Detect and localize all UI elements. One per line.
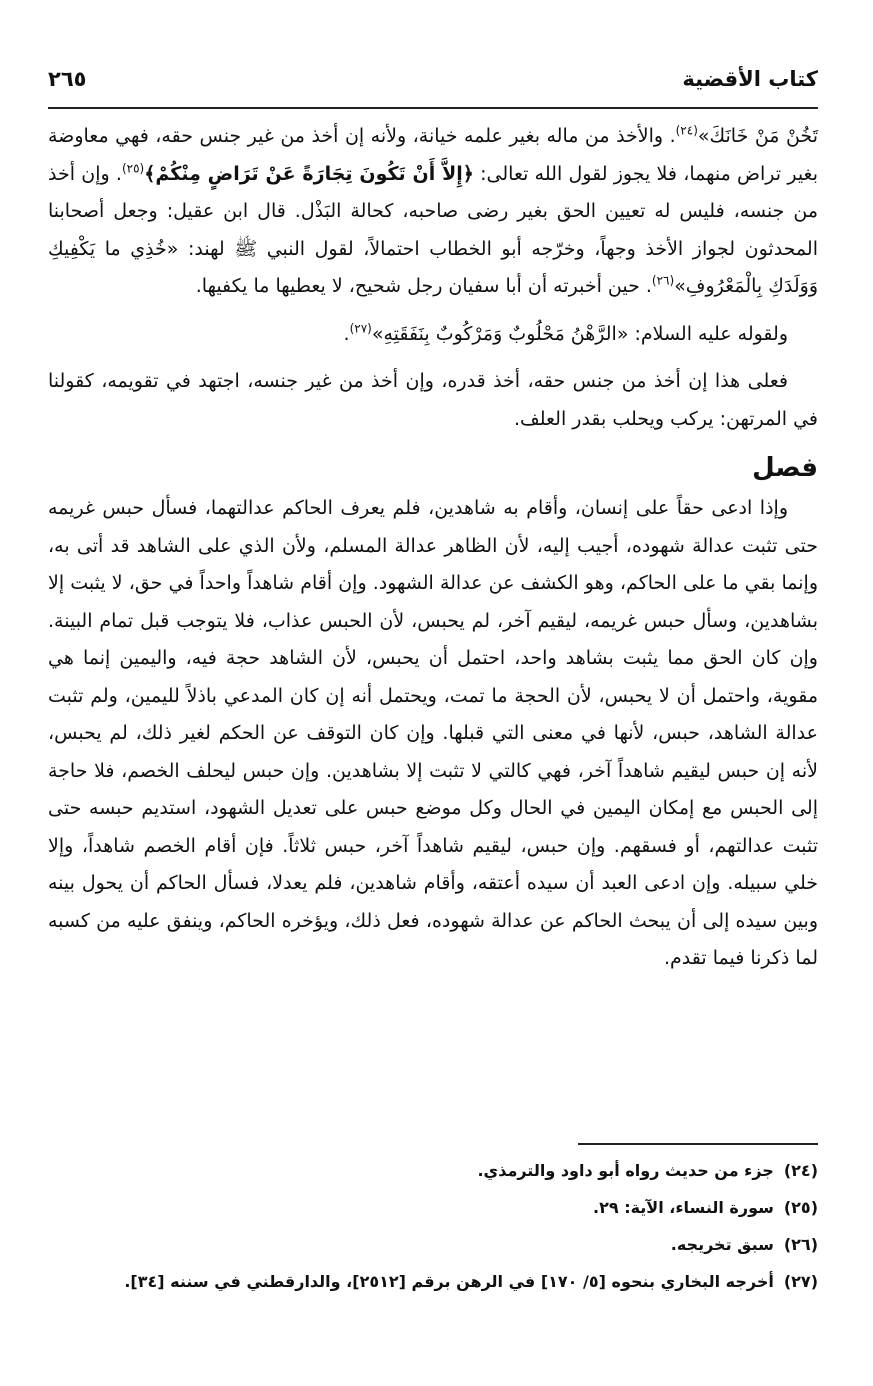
footnote-item [48, 1263, 818, 1300]
paragraph-3: فعلى هذا إن أخذ من جنس حقه، أخذ قدره، وإن أخذ من غير جنسه، اجتهد في تقويمه، كقولنا في المرتهن: يركب ويحلب بقدر العلف. [48, 370, 818, 430]
chapter-title: كتاب الأقضية [682, 67, 818, 91]
footnote-text: أخرجه البخاري بنحوه [٥/ ١٧٠] في الرهن برقم [٢٥١٢]، والدارقطني في سننه [٣٤]. [124, 1272, 774, 1291]
paragraph-text: . والأخذ من ماله بغير علمه خيانة، ولأنه إن أخذ من غير جنس حقه، فهي معاوضة بغير تراض منهما، فلا يجوز لقول الله تعالى: [48, 125, 819, 185]
hadith-quote: تَخُنْ مَنْ خَانَكَ» [697, 125, 818, 147]
paragraph-text: ولقوله عليه السلام: «الرَّهْنُ مَحْلُوبٌ وَمَرْكُوبٌ بِنَفَقَتِهِ» [371, 322, 788, 345]
running-header [48, 60, 818, 98]
footnote-number: (٢٤) [783, 1161, 818, 1180]
footnote-ref[interactable]: (٢٥) [121, 161, 145, 176]
footnote-item [48, 1189, 818, 1226]
quran-verse: ﴿إِلاَّ أَنْ تَكُونَ تِجَارَةً عَنْ تَرَاضٍ مِنْكُمْ﴾ [144, 162, 474, 185]
paragraph-text: . [343, 322, 350, 345]
footnote-item [48, 1226, 818, 1263]
paragraph-1 [48, 118, 818, 306]
footnote-number: (٢٦) [783, 1235, 818, 1254]
footnote-text: سورة النساء، الآية: ٢٩. [593, 1198, 774, 1217]
paragraph-text: . حين أخبرته أن أبا سفيان رجل شحيح، لا يعطيها ما يكفيها. [195, 275, 652, 297]
paragraph-4: وإذا ادعى حقاً على إنسان، وأقام به شاهدين، فلم يعرف الحاكم عدالتهما، فسأل حبس غريمه حتى تثبت عدالة شهوده، أجيب إليه، لأن الظاهر عدالة المسلم، ولأن الذي على الشاهد قد أتى به، وإنما بقي ما على الحاكم، وهو الكشف عن عدالة الشهود. وإن أقام شاهداً واحداً في حق، لا يثبت إلا بشاهدين، وسأل حبس غريمه، ليقيم آخر، لم يحبس، لأن الحبس عذاب، فلا يتوجب قبل تمام البينة. وإن كان الحق مما يثبت بشاهد واحد، احتمل أن يحبس، لأن الشاهد حجة فيه، واليمين إنما هي مقوية، واحتمل أن لا يحبس، لأن الحجة ما تمت، ويحتمل أنه إن كان المدعي باذلاً لليمين، ولم تثبت عدالة الشاهد، حبس، لأنها في معنى التي قبلها. وإن كان التوقف عن الحكم لغير ذلك، لم يحبس، لأنه إن حبس ليقيم شاهداً آخر، فهي كالتي لا تثبت إلا بشاهدين. وإن حبس ليحلف الخصم، فلا حاجة إلى الحبس مع إمكان اليمين في الحال وكل موضع حبس على تعديل الشهود، استديم حبسه حتى تثبت عدالتهم، أو فسقهم. وإن حبس، ليقيم شاهداً آخر، حبس ثلاثاً. فإن أقام الخصم شاهداً، وإلا خلي سبيله. وإن ادعى العبد أن سيده أعتقه، وأقام شاهدين، فلم يعدلا، فسأل الحاكم أن يحول بينه وبين سيده إلى أن يبحث الحاكم عن عدالة شهوده، فعل ذلك، ويؤخره الحاكم، وينفق عليه من كسبه لما ذكرنا فيما تقدم. [48, 497, 818, 969]
footnote-number: (٢٧) [783, 1272, 818, 1291]
main-text [48, 118, 818, 988]
footnote-number: (٢٥) [783, 1198, 818, 1217]
footnotes [48, 1152, 818, 1300]
footnote-text: جزء من حديث رواه أبو داود والترمذي. [477, 1161, 774, 1180]
section-heading: فصل [752, 453, 818, 483]
paragraph-text: . وإن أخذ من جنسه، فليس له تعيين الحق بغير رضى صاحبه، كحالة البَذْل. قال ابن عقيل: وجعل أصحابنا المحدثون لجواز الأخذ وجهاً، وخرّجه أبو الخطاب احتمالاً، لقول النبي ﷺ لهند: «خُذِي ما يَكْفِيكِ وَوَلَدَكِ بِالْمَعْرُوفِ» [48, 162, 818, 297]
footnote-text: سبق تخريجه. [670, 1235, 774, 1254]
header-rule [48, 107, 818, 109]
footnote-rule [578, 1143, 818, 1145]
page-number: ٢٦٥ [48, 67, 87, 91]
footnote-ref[interactable]: (٢٤) [675, 123, 698, 138]
paragraph-2 [48, 316, 818, 354]
footnote-ref[interactable]: (٢٦) [651, 273, 675, 288]
footnote-ref[interactable]: (٢٧) [349, 321, 372, 336]
footnote-item [48, 1152, 818, 1189]
